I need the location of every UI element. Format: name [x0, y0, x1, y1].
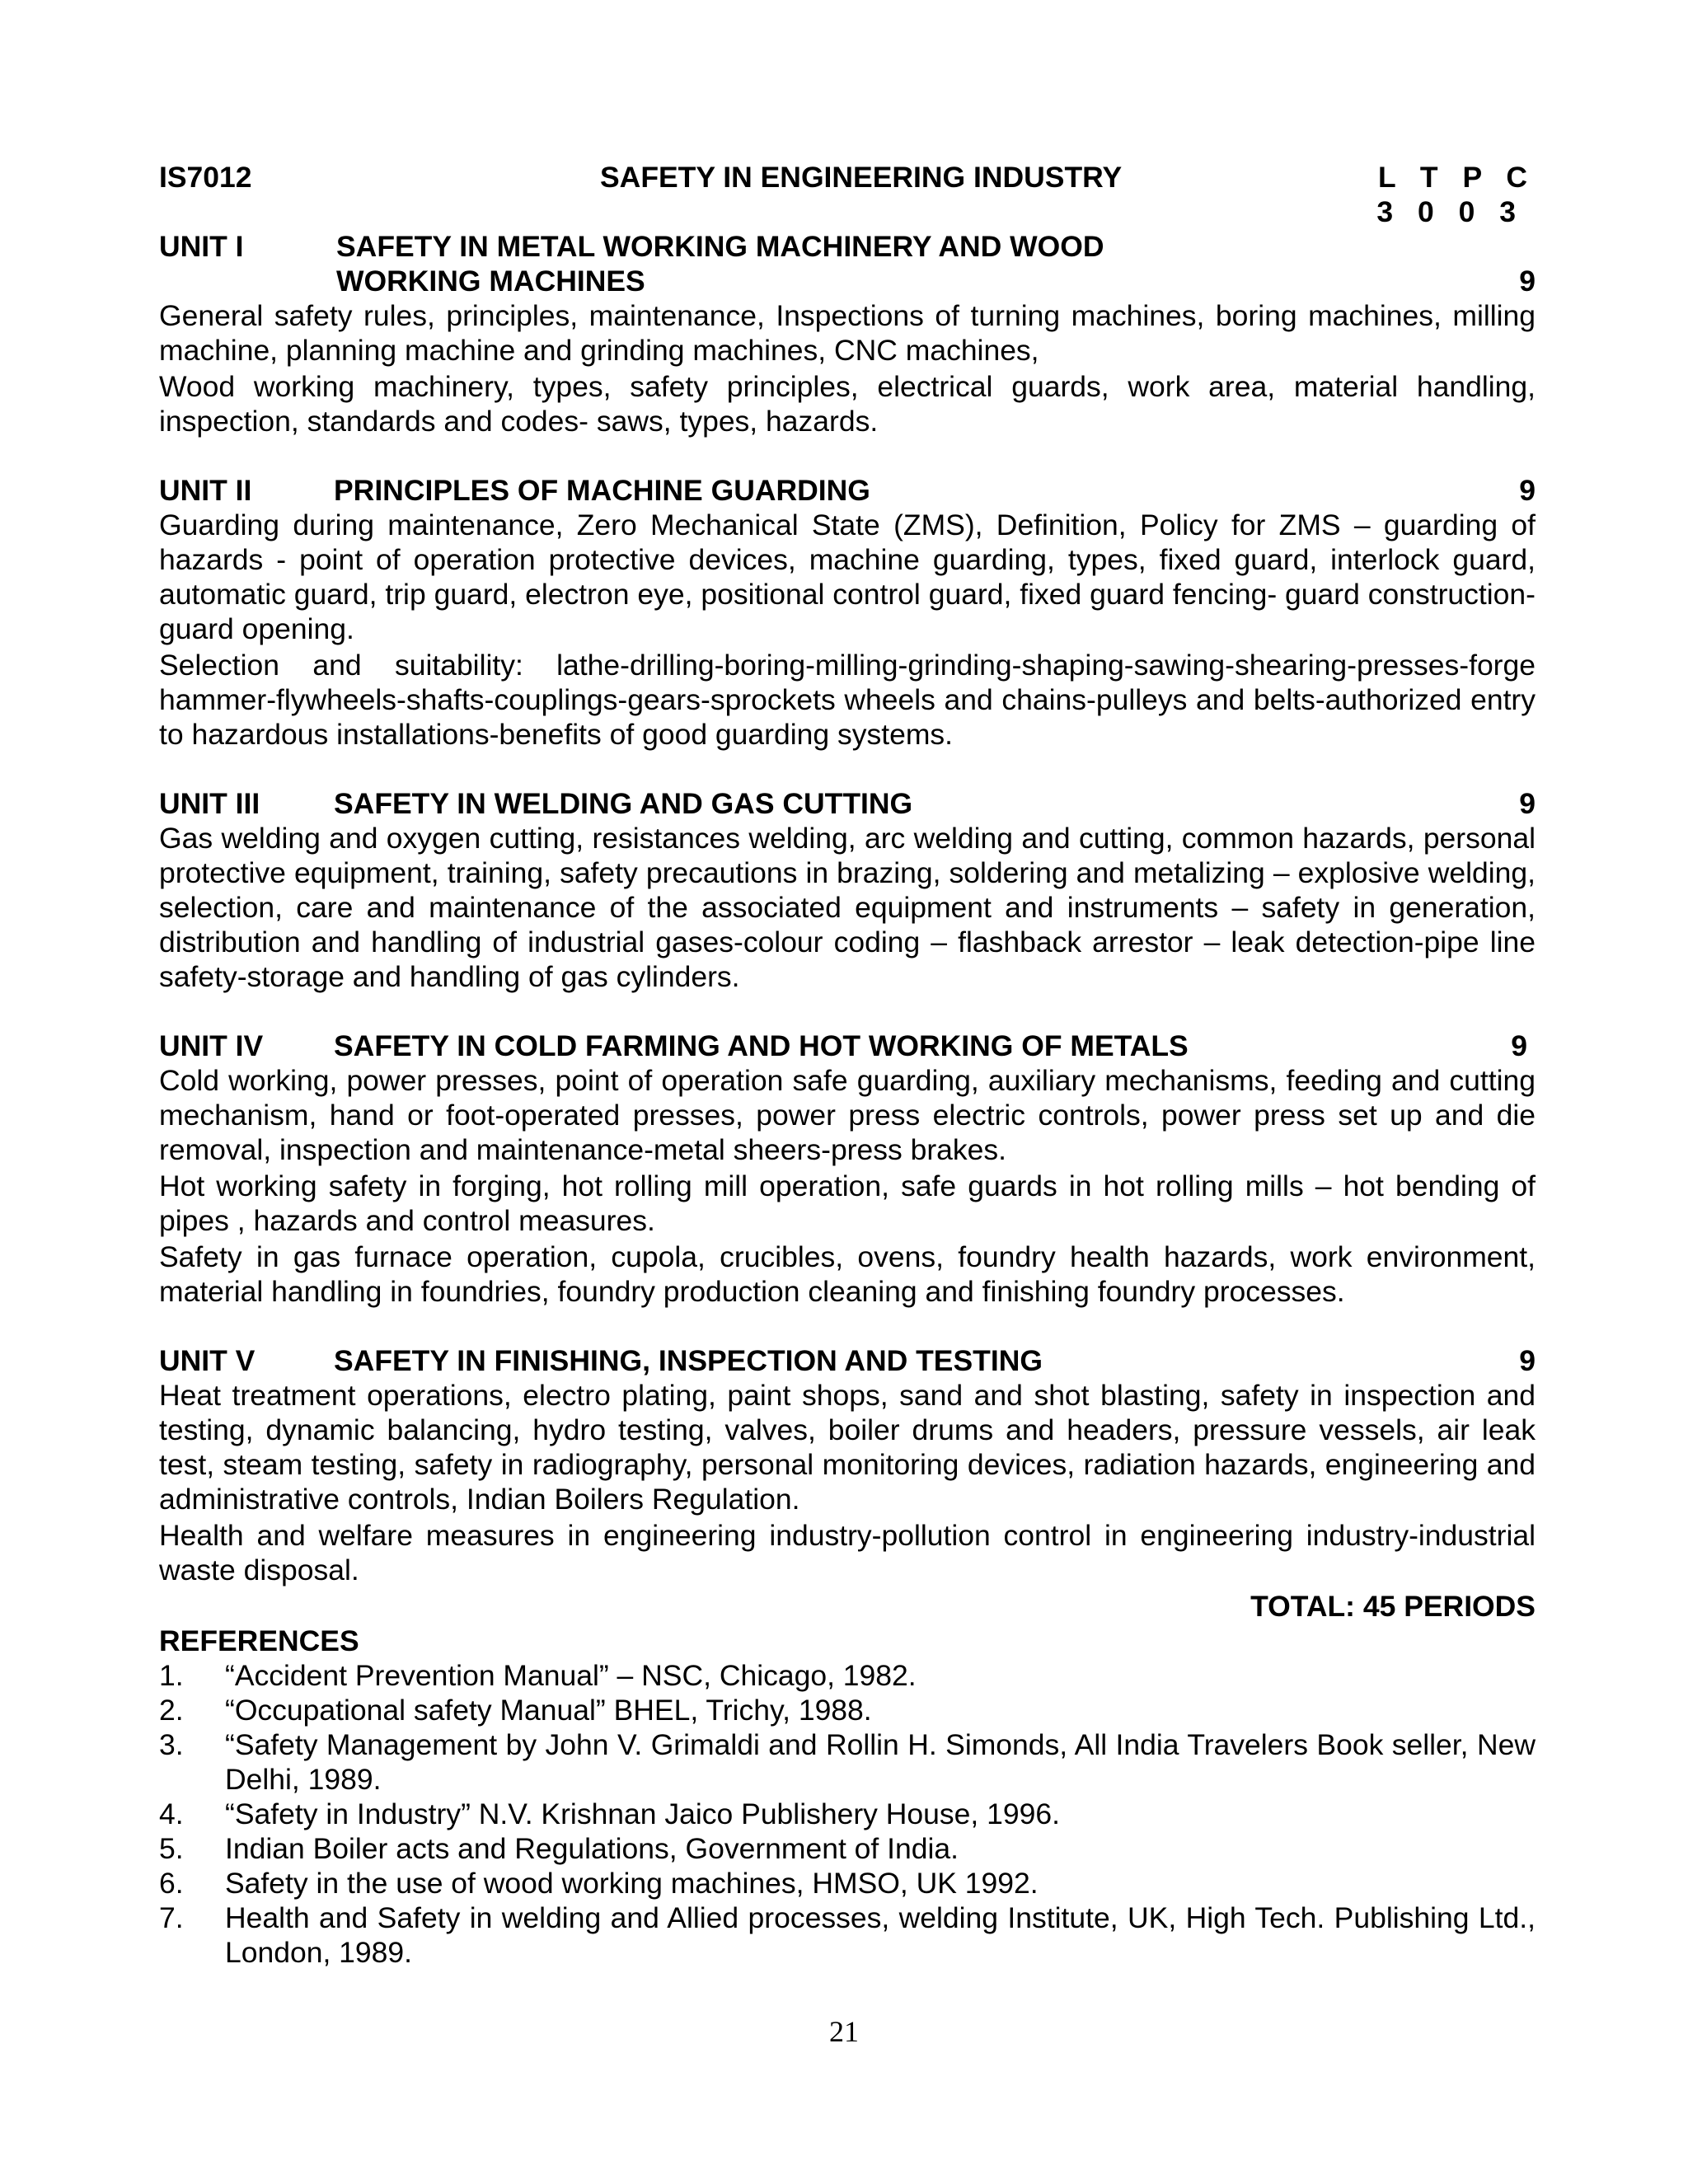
unit-1 — [159, 229, 1536, 438]
reference-text: Safety in the use of wood working machines, HMSO, UK 1992. — [225, 1867, 1039, 1900]
total-periods: TOTAL: 45 PERIODS — [1250, 1590, 1536, 1623]
reference-item — [159, 1658, 1536, 1693]
unit-paragraph: Hot working safety in forging, hot rolling mill operation, safe guards in hot rolling mills – hot bending of pipes , hazards and control measures. — [159, 1169, 1536, 1237]
unit-label: UNIT III — [159, 787, 260, 820]
reference-text: “Safety Management by John V. Grimaldi and Rollin H. Simonds, All India Travelers Book seller, New Delhi, 1989. — [225, 1728, 1536, 1796]
reference-text: “Accident Prevention Manual” – NSC, Chicago, 1982. — [225, 1659, 917, 1692]
course-header — [159, 160, 1536, 194]
reference-text: Indian Boiler acts and Regulations, Government of India. — [225, 1832, 959, 1865]
reference-item — [159, 1866, 1536, 1900]
unit-label: UNIT V — [159, 1344, 256, 1377]
unit-title: SAFETY IN METAL WORKING MACHINERY AND WOOD — [336, 230, 1104, 263]
reference-number: 4. — [159, 1797, 184, 1830]
unit-title: PRINCIPLES OF MACHINE GUARDING — [334, 474, 870, 507]
references-heading: REFERENCES — [159, 1624, 359, 1657]
reference-number: 6. — [159, 1867, 184, 1900]
unit-paragraph: Guarding during maintenance, Zero Mechanical State (ZMS), Definition, Policy for ZMS – guarding of hazards - point of operation protective devices, machine guarding, types, fixed guard, interlock guard, automatic guard, trip guard, electron eye, positional control guard, fixed guard fencing- guard construction- guard opening. — [159, 509, 1536, 645]
references-list — [159, 1658, 1536, 1970]
ltpc-values: 3 0 0 3 — [1376, 195, 1524, 228]
unit-paragraph: Selection and suitability: lathe-drilling-boring-milling-grinding-shaping-sawing-shearing-presses-forge hammer-flywheels-shafts-couplings-gears-sprockets wheels and chains-pulleys and belts-authorized entry to hazardous installations-benefits of good guarding systems. — [159, 649, 1536, 751]
reference-number: 2. — [159, 1694, 184, 1727]
unit-heading — [159, 473, 1536, 508]
unit-5 — [159, 1343, 1536, 1587]
ltpc-label: L T P C — [1378, 161, 1536, 194]
unit-paragraph: Health and welfare measures in engineering industry-pollution control in engineering industry-industrial waste disposal. — [159, 1519, 1536, 1586]
syllabus-page — [159, 160, 1536, 1970]
reference-number: 7. — [159, 1901, 184, 1934]
reference-item — [159, 1900, 1536, 1970]
unit-heading — [159, 786, 1536, 821]
unit-heading-continued — [159, 264, 1536, 298]
unit-hours: 9 — [1511, 1029, 1527, 1062]
unit-title-line2: WORKING MACHINES — [336, 265, 645, 298]
unit-paragraph: Wood working machinery, types, safety principles, electrical guards, work area, material handling, inspection, standards and codes- saws, types, hazards. — [159, 370, 1536, 438]
unit-heading — [159, 229, 1536, 264]
course-title: SAFETY IN ENGINEERING INDUSTRY — [600, 161, 1123, 194]
unit-3 — [159, 786, 1536, 994]
unit-title: SAFETY IN COLD FARMING AND HOT WORKING OF METALS — [334, 1029, 1189, 1062]
course-code: IS7012 — [159, 161, 252, 194]
unit-hours: 9 — [1519, 474, 1536, 507]
unit-4 — [159, 1029, 1536, 1309]
unit-hours: 9 — [1519, 265, 1536, 298]
reference-item — [159, 1797, 1536, 1831]
reference-text: Health and Safety in welding and Allied processes, welding Institute, UK, High Tech. Publishing Ltd., London, 1989. — [225, 1901, 1536, 1969]
reference-number: 5. — [159, 1832, 184, 1865]
unit-paragraph: Gas welding and oxygen cutting, resistances welding, arc welding and cutting, common hazards, personal protective equipment, training, safety precautions in brazing, soldering and metalizing – explosive welding, selection, care and maintenance of the associated equipment and instruments – safety in generation, distribution and handling of industrial gases-colour coding – flashback arrestor – leak detection-pipe line safety-storage and handling of gas cylinders. — [159, 822, 1536, 993]
unit-hours: 9 — [1519, 1344, 1536, 1377]
unit-heading — [159, 1029, 1536, 1063]
unit-label: UNIT IV — [159, 1029, 264, 1062]
credits-row — [159, 194, 1536, 229]
unit-paragraph: Heat treatment operations, electro plating, paint shops, sand and shot blasting, safety in inspection and testing, dynamic balancing, hydro testing, valves, boiler drums and headers, pressure vessels, air leak test, steam testing, safety in radiography, personal monitoring devices, radiation hazards, engineering and administrative controls, Indian Boilers Regulation. — [159, 1379, 1536, 1516]
page-number: 21 — [829, 2015, 859, 2048]
unit-title: SAFETY IN WELDING AND GAS CUTTING — [334, 787, 913, 820]
reference-item — [159, 1693, 1536, 1727]
reference-item — [159, 1727, 1536, 1797]
unit-heading — [159, 1343, 1536, 1378]
unit-title: SAFETY IN FINISHING, INSPECTION AND TESTING — [334, 1344, 1043, 1377]
reference-text: “Safety in Industry” N.V. Krishnan Jaico Publishery House, 1996. — [225, 1797, 1060, 1830]
reference-number: 1. — [159, 1659, 184, 1692]
unit-paragraph: Safety in gas furnace operation, cupola, crucibles, ovens, foundry health hazards, work environment, material handling in foundries, foundry production cleaning and finishing foundry processes. — [159, 1240, 1536, 1308]
unit-label: UNIT I — [159, 230, 244, 263]
unit-2 — [159, 473, 1536, 752]
reference-text: “Occupational safety Manual” BHEL, Trichy, 1988. — [225, 1694, 872, 1727]
unit-paragraph: Cold working, power presses, point of operation safe guarding, auxiliary mechanisms, feeding and cutting mechanism, hand or foot-operated presses, power press electric controls, power press set up and die removal, inspection and maintenance-metal sheers-press brakes. — [159, 1064, 1536, 1166]
unit-hours: 9 — [1519, 787, 1536, 820]
reference-number: 3. — [159, 1728, 184, 1761]
reference-item — [159, 1831, 1536, 1866]
unit-label: UNIT II — [159, 474, 252, 507]
unit-paragraph: General safety rules, principles, maintenance, Inspections of turning machines, boring machines, milling machine, planning machine and grinding machines, CNC machines, — [159, 299, 1536, 367]
